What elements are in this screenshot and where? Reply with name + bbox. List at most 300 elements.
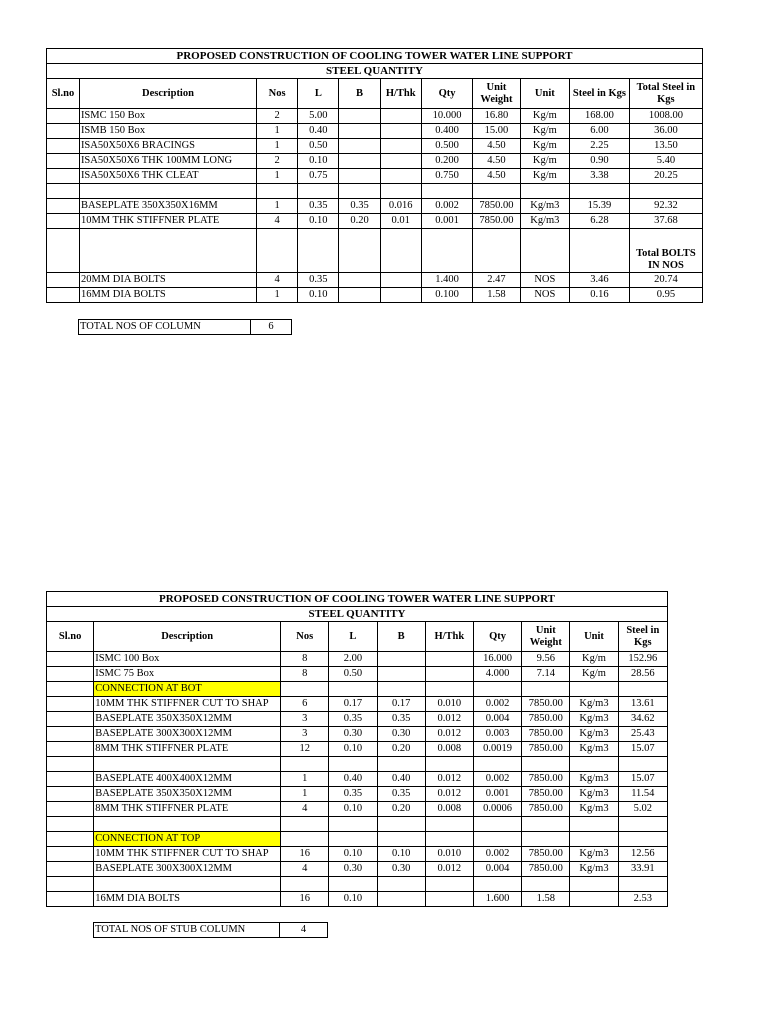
table-cell: 0.50 (298, 139, 339, 154)
table-cell: 28.56 (618, 667, 667, 682)
table-cell (473, 682, 521, 697)
table-cell: Kg/m3 (570, 787, 618, 802)
table-cell: 2 (257, 154, 298, 169)
table-cell: 4.000 (473, 667, 521, 682)
column-header: H/Thk (380, 79, 421, 109)
table-cell: 0.90 (570, 154, 630, 169)
table-cell: 4 (257, 273, 298, 288)
table-cell (425, 877, 473, 892)
table-cell (329, 817, 377, 832)
column-header: Sl.no (47, 622, 94, 652)
table-cell: ISA50X50X6 BRACINGS (79, 139, 256, 154)
table-cell: Kg/m3 (570, 862, 618, 877)
table-row (47, 862, 668, 877)
section-label: CONNECTION AT TOP (94, 832, 281, 847)
table-cell: 10MM THK STIFFNER CUT TO SHAP (94, 847, 281, 862)
table-cell: 0.010 (425, 847, 473, 862)
table-row (47, 877, 668, 892)
table-cell (425, 682, 473, 697)
table-cell (339, 288, 380, 303)
table-subtitle: STEEL QUANTITY (47, 64, 703, 79)
table-cell: 0.200 (421, 154, 472, 169)
table-cell: 4 (281, 862, 329, 877)
table-cell (281, 757, 329, 772)
table-cell: 16 (281, 892, 329, 907)
table-cell (522, 877, 570, 892)
table-cell: 0.40 (329, 772, 377, 787)
table-cell: 7850.00 (522, 697, 570, 712)
table-cell: 16.80 (473, 109, 520, 124)
table-cell (473, 229, 520, 273)
table-cell (618, 682, 667, 697)
table-cell: 16MM DIA BOLTS (79, 288, 256, 303)
table-cell: 0.20 (377, 802, 425, 817)
table-cell (47, 817, 94, 832)
table-row (47, 139, 703, 154)
table-cell: 0.012 (425, 772, 473, 787)
table-cell: 0.100 (421, 288, 472, 303)
table-cell: 7850.00 (473, 214, 520, 229)
table-cell: 0.10 (329, 802, 377, 817)
table-cell: 0.003 (473, 727, 521, 742)
table-cell (47, 772, 94, 787)
table-row (47, 787, 668, 802)
column-header: L (298, 79, 339, 109)
table-cell: ISMC 75 Box (94, 667, 281, 682)
table-cell: NOS (520, 273, 569, 288)
column-header: Sl.no (47, 79, 80, 109)
table-cell (329, 757, 377, 772)
table-cell: 0.35 (377, 787, 425, 802)
table-cell (425, 817, 473, 832)
table-cell: 1.58 (522, 892, 570, 907)
table-cell (281, 817, 329, 832)
table-cell: Kg/m (570, 652, 618, 667)
table-cell (377, 667, 425, 682)
table-cell (522, 832, 570, 847)
table-cell: 8 (281, 667, 329, 682)
table-cell (425, 652, 473, 667)
header-row (47, 79, 703, 109)
table-subtitle: STEEL QUANTITY (47, 607, 668, 622)
table-cell (618, 817, 667, 832)
table-cell: ISMB 150 Box (79, 124, 256, 139)
table-cell: BASEPLATE 300X300X12MM (94, 727, 281, 742)
table-cell (47, 109, 80, 124)
table-cell: 15.39 (570, 199, 630, 214)
table-cell: 12.56 (618, 847, 667, 862)
table-cell: 2.25 (570, 139, 630, 154)
table-cell (570, 229, 630, 273)
table-cell: 4.50 (473, 139, 520, 154)
table-cell: 0.016 (380, 199, 421, 214)
table-cell: 0.012 (425, 862, 473, 877)
table-cell: 1 (257, 169, 298, 184)
table-cell: ISMC 100 Box (94, 652, 281, 667)
table-cell (281, 877, 329, 892)
table-cell (421, 229, 472, 273)
table-cell (380, 184, 421, 199)
table-cell: 0.16 (570, 288, 630, 303)
column-header: Qty (473, 622, 521, 652)
column-header: Steel in Kgs (618, 622, 667, 652)
table-cell (47, 139, 80, 154)
table-cell: BASEPLATE 350X350X12MM (94, 712, 281, 727)
table-cell (473, 832, 521, 847)
column-header: Nos (257, 79, 298, 109)
table-cell: 11.54 (618, 787, 667, 802)
table-cell (47, 832, 94, 847)
table-cell (47, 154, 80, 169)
table-cell: 0.001 (473, 787, 521, 802)
section-label: CONNECTION AT BOT (94, 682, 281, 697)
table-row (47, 772, 668, 787)
table-title: PROPOSED CONSTRUCTION OF COOLING TOWER WATER LINE SUPPORT (47, 49, 703, 64)
table-cell (329, 832, 377, 847)
table-row (47, 214, 703, 229)
table-cell (377, 682, 425, 697)
table-cell: 4.50 (473, 154, 520, 169)
table-cell: 1 (281, 772, 329, 787)
table-cell (570, 832, 618, 847)
table-cell: 6 (281, 697, 329, 712)
table-cell: 0.10 (329, 742, 377, 757)
table-cell: 0.35 (298, 273, 339, 288)
total-stub-column-value: 4 (280, 923, 328, 938)
table-cell: 4 (281, 802, 329, 817)
table-cell: 7850.00 (522, 712, 570, 727)
table-cell (380, 229, 421, 273)
table-cell (47, 802, 94, 817)
table-cell: Kg/m (520, 154, 569, 169)
column-header: L (329, 622, 377, 652)
table-cell: 0.35 (298, 199, 339, 214)
table-cell: Kg/m (570, 667, 618, 682)
table-cell (94, 757, 281, 772)
table-cell (473, 184, 520, 199)
table-cell (257, 229, 298, 273)
table-cell: 0.20 (377, 742, 425, 757)
table-cell (339, 229, 380, 273)
table-cell: 12 (281, 742, 329, 757)
table-cell: NOS (520, 288, 569, 303)
table-cell (47, 652, 94, 667)
table-row (47, 652, 668, 667)
table-cell: 16 (281, 847, 329, 862)
table-cell (94, 817, 281, 832)
table-cell: 16.000 (473, 652, 521, 667)
table-cell: 0.35 (339, 199, 380, 214)
table-cell (629, 184, 702, 199)
table-cell: 0.10 (377, 847, 425, 862)
table-cell: 0.30 (377, 727, 425, 742)
table-cell: 92.32 (629, 199, 702, 214)
table-cell: 0.008 (425, 742, 473, 757)
table-cell (377, 877, 425, 892)
table-cell: 0.40 (377, 772, 425, 787)
table-cell (522, 757, 570, 772)
column-header: B (339, 79, 380, 109)
table-cell (522, 817, 570, 832)
table-cell: 0.01 (380, 214, 421, 229)
table-cell (79, 229, 256, 273)
total-stub-column-label: TOTAL NOS OF STUB COLUMN (94, 923, 280, 938)
table-cell: 8MM THK STIFFNER PLATE (94, 742, 281, 757)
table-cell: 0.35 (377, 712, 425, 727)
total-column-value: 6 (251, 320, 292, 335)
table-cell: Kg/m3 (570, 802, 618, 817)
steel-quantity-table-2 (46, 591, 668, 907)
table-cell: 0.004 (473, 712, 521, 727)
table-cell: Kg/m (520, 124, 569, 139)
table-cell (339, 169, 380, 184)
table-cell: 34.62 (618, 712, 667, 727)
table-row (47, 697, 668, 712)
table-cell (298, 184, 339, 199)
table-cell (339, 109, 380, 124)
table-row (47, 199, 703, 214)
table-cell (380, 139, 421, 154)
table-cell: 1.58 (473, 288, 520, 303)
table-cell: 0.30 (329, 862, 377, 877)
table-cell: 2.00 (329, 652, 377, 667)
table-cell: 0.30 (377, 862, 425, 877)
table-cell: 6.00 (570, 124, 630, 139)
table-subtitle-row (47, 64, 703, 79)
table-cell (380, 154, 421, 169)
table-cell: 1.400 (421, 273, 472, 288)
table-cell (520, 229, 569, 273)
table-cell (377, 892, 425, 907)
table-cell (618, 832, 667, 847)
table-cell (377, 832, 425, 847)
table-cell: 0.10 (329, 847, 377, 862)
table-cell: 8MM THK STIFFNER PLATE (94, 802, 281, 817)
table-row (47, 847, 668, 862)
total-column-label: TOTAL NOS OF COLUMN (79, 320, 251, 335)
table-cell: 10MM THK STIFFNER CUT TO SHAP (94, 697, 281, 712)
table-subtitle-row (47, 607, 668, 622)
table-cell: 7850.00 (522, 802, 570, 817)
table-cell (380, 124, 421, 139)
table-cell: 7850.00 (522, 862, 570, 877)
table-cell: 7.14 (522, 667, 570, 682)
table-cell (570, 877, 618, 892)
table-cell: 0.002 (473, 772, 521, 787)
table-cell: 0.012 (425, 727, 473, 742)
table-cell: 0.30 (329, 727, 377, 742)
table-row (47, 667, 668, 682)
section-row (47, 832, 668, 847)
table-cell: 9.56 (522, 652, 570, 667)
table-cell (380, 273, 421, 288)
table-cell (339, 273, 380, 288)
table-cell: 0.35 (329, 712, 377, 727)
table-cell (47, 727, 94, 742)
column-header: Description (94, 622, 281, 652)
table-cell (380, 169, 421, 184)
table-cell (570, 817, 618, 832)
table-row (47, 817, 668, 832)
table-cell (47, 288, 80, 303)
table-cell (425, 667, 473, 682)
table-cell: 0.17 (377, 697, 425, 712)
table-cell (522, 682, 570, 697)
table-title-row (47, 592, 668, 607)
table-cell (79, 184, 256, 199)
table-cell (377, 652, 425, 667)
table-cell (47, 877, 94, 892)
steel-quantity-table-1 (46, 48, 703, 303)
table-cell: Kg/m (520, 109, 569, 124)
table-cell: 15.07 (618, 772, 667, 787)
table-cell (339, 124, 380, 139)
table-row (47, 757, 668, 772)
table-cell: 0.50 (329, 667, 377, 682)
column-header: B (377, 622, 425, 652)
table-cell: 2 (257, 109, 298, 124)
table-cell: 16MM DIA BOLTS (94, 892, 281, 907)
table-cell: 1 (281, 787, 329, 802)
table-cell: 0.010 (425, 697, 473, 712)
table-cell: 0.20 (339, 214, 380, 229)
header-row (47, 622, 668, 652)
table-cell: BASEPLATE 350X350X16MM (79, 199, 256, 214)
table-cell: ISA50X50X6 THK CLEAT (79, 169, 256, 184)
table-cell: 0.17 (329, 697, 377, 712)
table-cell (47, 892, 94, 907)
table-cell: 4 (257, 214, 298, 229)
table-cell: 7850.00 (522, 727, 570, 742)
table-cell: 8 (281, 652, 329, 667)
table-cell: 0.012 (425, 787, 473, 802)
table-cell: 0.002 (473, 847, 521, 862)
table-cell: 36.00 (629, 124, 702, 139)
table-cell (47, 214, 80, 229)
column-header: Steel in Kgs (570, 79, 630, 109)
table-row (47, 169, 703, 184)
table-cell: ISMC 150 Box (79, 109, 256, 124)
table-cell (425, 832, 473, 847)
table-cell: 152.96 (618, 652, 667, 667)
table-cell: 7850.00 (473, 199, 520, 214)
table-cell (570, 682, 618, 697)
table-cell: 7850.00 (522, 787, 570, 802)
table-cell: 1 (257, 199, 298, 214)
table-cell (257, 184, 298, 199)
column-header: Unit (520, 79, 569, 109)
table-cell: 0.012 (425, 712, 473, 727)
table-cell: 10MM THK STIFFNER PLATE (79, 214, 256, 229)
table-cell: 0.10 (298, 214, 339, 229)
table-row (47, 892, 668, 907)
table-cell: BASEPLATE 300X300X12MM (94, 862, 281, 877)
table-cell: 3 (281, 727, 329, 742)
table-cell (380, 109, 421, 124)
table-cell (47, 757, 94, 772)
table-cell (47, 742, 94, 757)
table-cell (380, 288, 421, 303)
table-cell: 0.004 (473, 862, 521, 877)
total-stub-column-box (93, 922, 328, 938)
table-cell (47, 273, 80, 288)
table-cell: Kg/m3 (570, 742, 618, 757)
table-cell (570, 184, 630, 199)
table-cell: Kg/m3 (570, 772, 618, 787)
table-cell: BASEPLATE 350X350X12MM (94, 787, 281, 802)
table-cell: Kg/m3 (520, 214, 569, 229)
table-cell: 13.50 (629, 139, 702, 154)
table-cell: Kg/m3 (520, 199, 569, 214)
table-cell: 20.74 (629, 273, 702, 288)
table-cell (47, 682, 94, 697)
table-cell: 15.00 (473, 124, 520, 139)
table-cell (281, 682, 329, 697)
table-cell: 3 (281, 712, 329, 727)
table-cell (47, 697, 94, 712)
table-cell: 15.07 (618, 742, 667, 757)
table-row (47, 712, 668, 727)
table-cell: 5.00 (298, 109, 339, 124)
table-cell (377, 817, 425, 832)
table-cell (377, 757, 425, 772)
table-cell: 3.46 (570, 273, 630, 288)
total-column-box (78, 319, 292, 335)
table-cell (570, 892, 618, 907)
table-cell: 0.40 (298, 124, 339, 139)
table-cell: 1 (257, 124, 298, 139)
table-cell: 0.75 (298, 169, 339, 184)
section-row (47, 682, 668, 697)
table-cell (47, 787, 94, 802)
table-cell: 0.95 (629, 288, 702, 303)
table-cell: 0.400 (421, 124, 472, 139)
table-cell: 0.10 (329, 892, 377, 907)
table-cell: ISA50X50X6 THK 100MM LONG (79, 154, 256, 169)
table-cell: BASEPLATE 400X400X12MM (94, 772, 281, 787)
table-cell (281, 832, 329, 847)
table-cell (47, 124, 80, 139)
table-cell: 33.91 (618, 862, 667, 877)
table-row (47, 124, 703, 139)
table-cell: Kg/m3 (570, 712, 618, 727)
table-row (47, 109, 703, 124)
bolts-header-row (47, 229, 703, 273)
table-cell: 0.10 (298, 288, 339, 303)
table-cell: 6.28 (570, 214, 630, 229)
table-cell: 0.0006 (473, 802, 521, 817)
column-header: Qty (421, 79, 472, 109)
table-cell: Kg/m3 (570, 847, 618, 862)
table-cell (425, 892, 473, 907)
table-cell: 20.25 (629, 169, 702, 184)
table-cell: 0.0019 (473, 742, 521, 757)
table-cell: 1.600 (473, 892, 521, 907)
table-cell (94, 877, 281, 892)
table-cell: 2.47 (473, 273, 520, 288)
table-row (47, 802, 668, 817)
table-cell: Kg/m (520, 169, 569, 184)
table-cell: 10.000 (421, 109, 472, 124)
table-cell: 0.001 (421, 214, 472, 229)
table-cell: 0.10 (298, 154, 339, 169)
column-header: H/Thk (425, 622, 473, 652)
table-cell (329, 682, 377, 697)
table-cell: 0.008 (425, 802, 473, 817)
table-cell: 2.53 (618, 892, 667, 907)
table-cell (298, 229, 339, 273)
table-cell (618, 757, 667, 772)
